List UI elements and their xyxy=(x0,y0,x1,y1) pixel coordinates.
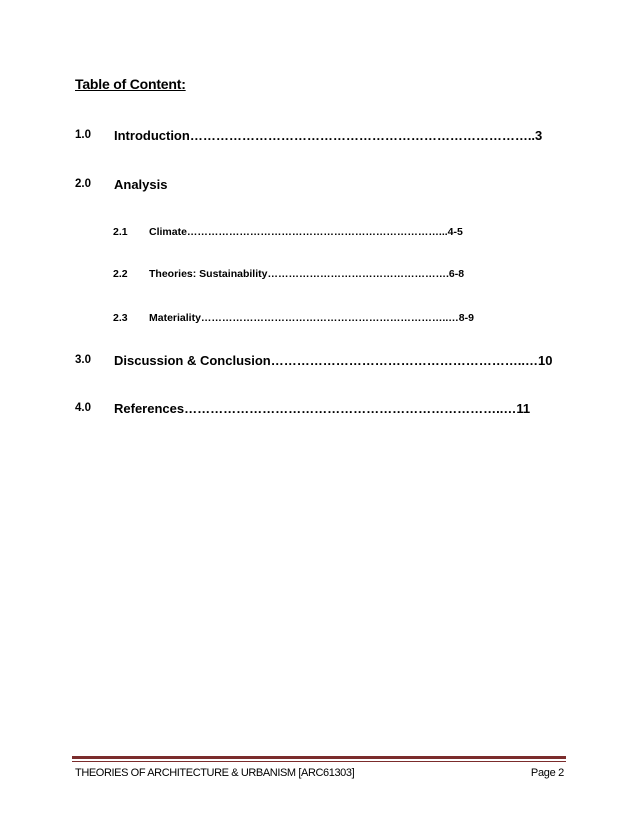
toc-entry-text: Materiality……………………………………………………………..…8-9 xyxy=(149,312,474,324)
footer-page-number: Page 2 xyxy=(530,767,564,779)
footer-rule-thin xyxy=(72,761,566,762)
toc-entry-text: Climate………………………………………………………………...4-5 xyxy=(149,226,463,238)
footer-rule-thick xyxy=(72,756,566,759)
toc-entry-number: 1.0 xyxy=(75,129,91,141)
toc-entry-text: Theories: Sustainability…………………………………………….6-8 xyxy=(149,268,465,280)
toc-entry-text: Discussion & Conclusion…………………………………………………..…10 xyxy=(114,353,553,368)
toc-entry-text: Introduction……………………………………………………………………..3 xyxy=(114,128,543,143)
toc-entry-text: References………………………………………………………………..…11 xyxy=(114,401,531,416)
toc-entry-number: 3.0 xyxy=(75,354,91,366)
toc-entry-number: 2.1 xyxy=(113,226,128,238)
footer-course-title: THEORIES OF ARCHITECTURE & URBANISM [ARC61303] xyxy=(75,767,355,779)
toc-heading: Table of Content: xyxy=(75,76,186,92)
toc-entry-number: 4.0 xyxy=(75,402,91,414)
toc-entry-number: 2.3 xyxy=(113,312,128,324)
toc-entry-number: 2.2 xyxy=(113,268,128,280)
toc-entry-number: 2.0 xyxy=(75,178,91,190)
toc-entry-text: Analysis xyxy=(114,177,168,192)
